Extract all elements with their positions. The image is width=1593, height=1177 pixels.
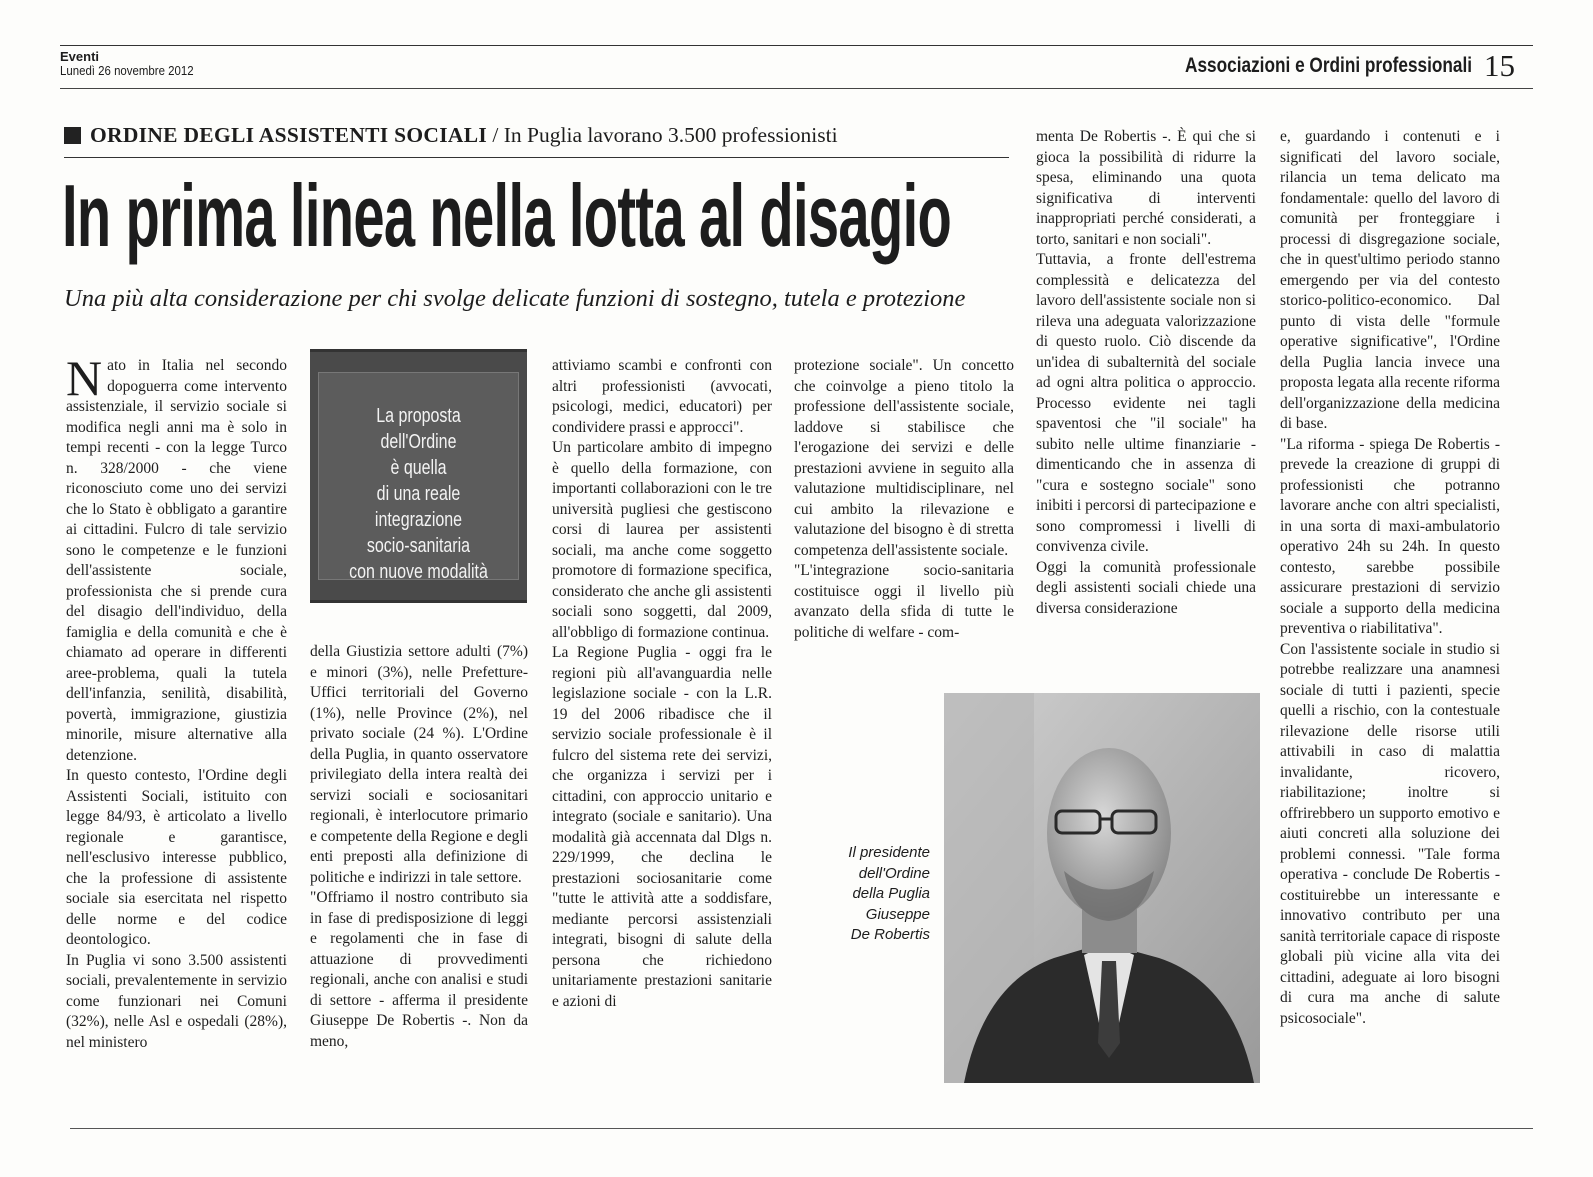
paragraph: Oggi la comunità professionale degli assistenti sociali chiede una diversa considerazione	[1036, 558, 1256, 617]
paragraph: "La riforma - spiega De Robertis - prevede la creazione di gruppi di professionisti che potranno lavorare anche con altri specialisti, in una sorta di maxi-ambulatorio operativo 24h su 24h. In questo contesto, sarebbe possibile assicurare prestazioni di servizio sociale a supporto della medicina preventiva o riabilitativa".	[1280, 435, 1500, 637]
kicker-rule	[64, 157, 1009, 158]
paragraph: della Giustizia settore adulti (7%) e minori (3%), nelle Prefetture-Uffici territoriali del Governo (1%), nelle Province (2%), nel privato sociale (24 %). L'Ordine della Puglia, in quanto osservatore privilegiato della intera realtà dei servizi sociali e sociosanitari regionali, è interlocutore primario e competente della Regione e degli enti preposti alla definizione di politiche e indirizzi in tale settore.	[310, 643, 528, 886]
pull-quote-box	[310, 349, 527, 603]
paragraph: attiviamo scambi e confronti con altri professionisti (avvocati, psicologi, medici, educatori) per condividere prassi e approcci".	[552, 357, 772, 436]
article-column-6	[1280, 127, 1500, 1029]
caption-line: Giuseppe	[865, 905, 930, 923]
caption-line: della Puglia	[852, 885, 930, 902]
caption-line: De Robertis	[850, 926, 930, 943]
square-bullet-icon	[64, 127, 81, 144]
paragraph: "Offriamo il nostro contributo sia in fase di predisposizione di leggi e regolamenti che in fase di attuazione di provvedimenti regionali, anche con analisi e studi di settore - afferma il presidente Giuseppe De Robertis -. Non da meno,	[310, 889, 528, 1050]
caption-line: dell'Ordine	[858, 864, 930, 882]
pull-quote-frame	[318, 372, 519, 583]
footer-rule	[70, 1128, 1533, 1129]
kicker	[64, 123, 1024, 148]
subheadline: Una più alta considerazione per chi svolge delicate funzioni di sostegno, tutela e protezione	[64, 285, 966, 312]
paragraph: In questo contesto, l'Ordine degli Assistenti Sociali, istituito con legge 84/93, è articolato a livello regionale e garantisce, nell'esclusivo interesse pubblico, che la professione di assistente sociale sia esercitata nel rispetto delle norme e del codice deontologico.	[66, 767, 287, 948]
kicker-organization: ORDINE DEGLI ASSISTENTI SOCIALI	[90, 123, 488, 147]
paragraph: protezione sociale". Un concetto che coinvolge a pieno titolo la professione dell'assistente sociale, laddove si stabilisce che l'erogazione dei servizi e delle prestazioni avviene in seguito alla valutazione multidisciplinare, nel cui ambito la rilevazione e valutazione del bisogno è di stretta competenza dell'assistente sociale.	[794, 357, 1014, 559]
pull-quote-line: La proposta dell'Ordine	[376, 405, 461, 453]
paragraph: In Puglia vi sono 3.500 assistenti sociali, prevalentemente in servizio come funzionari nei Comuni (32%), nelle Asl e ospedali (28%), nel ministero	[66, 951, 287, 1051]
article-column-5	[1036, 127, 1256, 619]
paragraph: Con l'assistente sociale in studio si potrebbe realizzare una anamnesi sociale di tutti i pazienti, specie quelli a rischio, con la contestuale rilevazione delle risorse utili attivabili in caso di malattia invalidante, ricovero, riabilitazione; inoltre si offrirebbero un supporto emotivo e aiuti concreti alla soluzione dei problemi connessi. "Tale forma operativa - conclude De Robertis - costituirebbe un interessante e innovativo contributo per una sanità territoriale capace di risposte globali più vicine alla vita dei cittadini, adeguate ai loro bisogni di cura ma anche di salute psicosociale".	[1280, 640, 1500, 1027]
pull-quote-line: con nuove modalità	[349, 561, 488, 583]
paragraph: menta De Robertis -. È qui che si gioca la possibilità di ridurre la spesa, eliminando una quota significativa di interventi inappropriati perché considerati, a torto, sanitari e non sociali".	[1036, 128, 1256, 248]
paragraph: Un particolare ambito di impegno è quello della formazione, con importanti collaborazioni con le tre università pugliesi che gestiscono corsi di laurea per assistenti sociali, ma anche come soggetto promotore di formazione specifica, considerato che anche gli assistenti sociali sono soggetti, dal 2009, all'obbligo di formazione continua.	[552, 439, 772, 641]
article-column-1	[66, 350, 287, 1053]
headline: In prima linea nella lotta al disagio	[62, 166, 952, 265]
section-label: Eventi	[60, 49, 100, 64]
pull-quote-line: di una reale integrazione	[374, 483, 463, 531]
portrait-illustration	[944, 693, 1260, 1083]
paragraph: "L'integrazione socio-sanitaria costituisce oggi il livello più avanzato della sfida di tutte le politiche di welfare - com-	[794, 562, 1014, 641]
kicker-detail: / In Puglia lavorano 3.500 professionisti	[492, 123, 838, 147]
page-section-title: Associazioni e Ordini professionali	[1184, 54, 1472, 77]
pull-quote-line: socio-sanitaria	[366, 535, 471, 557]
caption-line: Il presidente	[848, 844, 930, 861]
article-column-2	[310, 642, 528, 1052]
portrait-photo	[944, 693, 1260, 1083]
paragraph: ato in Italia nel secondo dopoguerra come intervento assistenziale, il servizio sociale si modifica negli anni ma è solo in tempi recenti - con la legge Turco n. 328/2000 - che viene riconosciuto come uno dei servizi che lo Stato è obbligato a garantire ai cittadini. Fulcro di tale servizio sono le competenze e le funzioni dell'assistente sociale, professionista che si prende cura del disagio dell'individuo, della famiglia e della comunità e che è chiamato ad operare in differenti aree-problema, quali la tutela dell'infanzia, senilità, disabilità, povertà, immigrazione, giustizia minorile, misure alternative alla detenzione.	[66, 357, 287, 764]
photo-caption	[810, 843, 930, 946]
article-column-4	[794, 356, 1014, 643]
pull-quote-text	[339, 403, 498, 585]
article-column-3	[552, 356, 772, 1012]
issue-date: Lunedì 26 novembre 2012	[60, 63, 194, 78]
drop-cap: N	[66, 350, 103, 406]
page-number: 15	[1484, 48, 1515, 83]
header-bottom-rule	[60, 88, 1533, 89]
paragraph: Tuttavia, a fronte dell'estrema complessità e delicatezza del lavoro dell'assistente sociale non si rileva una adeguata valorizzazione di questo ruolo. Ciò discende da un'idea di subalternità del sociale ad ogni altra politica o approccio. Processo evidente nei tagli spaventosi che "il sociale" ha subito nelle ultime finanziarie - dimenticando che in assenza di "cura e sostegno sociale" sono inibiti i percorsi di partecipazione e sono compromessi i livelli di convivenza civile.	[1036, 251, 1256, 555]
paragraph: e, guardando i contenuti e i significati del lavoro sociale, rilancia un tema delicato ma fondamentale: quello del lavoro di comunità per fronteggiare i processi di disgregazione sociale, che in quest'ultimo periodo stanno emergendo per via del contesto storico-politico-economico. Dal punto di vista delle "formule operative significative", l'Ordine della Puglia lancia invece una proposta legata alla recente riforma dell'organizzazione della medicina di base.	[1280, 128, 1500, 432]
paragraph: La Regione Puglia - oggi fra le regioni più all'avanguardia nelle legislazione sociale - con la L.R. 19 del 2006 ribadisce che il servizio sociale professionale è il fulcro del sistema rete dei servizi, che organizza i servizi per i cittadini, con approccio unitario e integrato (sociale e sanitario). Una modalità già accennata dal Dlgs n. 229/1999, che declina le prestazioni sociosanitarie come "tutte le attività atte a soddisfare, mediante percorsi assistenziali integrati, bisogni di salute della persona che richiedono unitariamente prestazioni sanitarie e azioni di	[552, 644, 772, 1010]
pull-quote-line: è quella	[390, 457, 447, 479]
header-top-rule	[60, 45, 1533, 46]
